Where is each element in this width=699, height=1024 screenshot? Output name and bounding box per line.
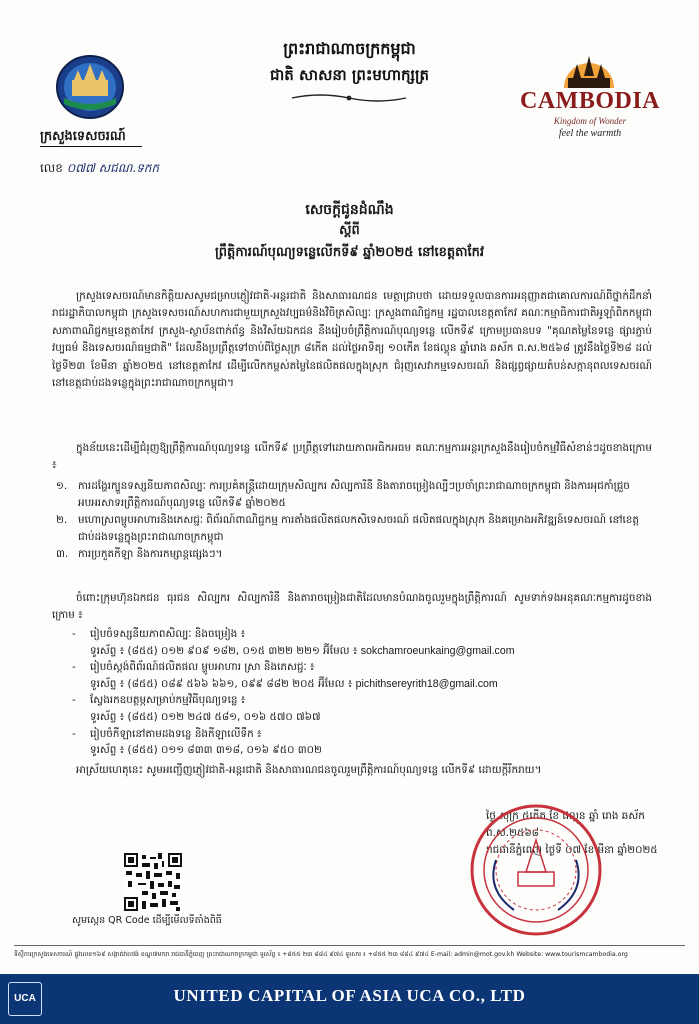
list-item: ៣. ការប្រកួតកីឡា និងការកម្សាន្តផ្សេងៗ។: [56, 548, 223, 560]
closing-paragraph: អាស្រ័យហេតុនេះ សូមអញ្ជើញភ្ញៀវជាតិ-អន្តរជាតិ និងសាធារណជនចូលរួមព្រឹត្តិការណ៍បុណ្យទន្លេ លើកទី៩ ដោយក្តីរីករាយ។: [76, 764, 542, 776]
list-item: ១. ការដង្ហែរក្បួនទស្សនីយភាពសិល្បៈ ការប្រគំតន្ត្រីដោយក្រុមសិល្បករ សិល្បការិនី និងតារាចម្រៀងល្បីៗប្រចាំព្រះរាជាណាចក្រកម្ពុជា និងការអុជកាំជ្រួចអបអរសាទរព្រឹត្តិការណ៍បុណ្យទន្លេ លើកទី៩ ឆ្នាំ២០២៥: [56, 480, 630, 509]
contact-list: - រៀបចំទស្សនីយភាពសិល្បៈ និងចម្រៀង ៖ ទូរស័ព្ទ ៖ (៨៥៥) ០១២ ៩០៩ ១៨២, ០១៥ ៣២២ ២២១ អ៊ីមែល ៖ sokchamroeunkaing@gmail.com - រៀបចំស្តង់ពិព័រណ៍ផលិតផល ម្ហូបអាហារ ស្រា និងភេសជ្ជៈ ៖ ទូរស័ព្ទ ៖ (៨៥៥) ០៨៩ ៥៦៦ ៦៦១, ០៩៩ ៨៨២ ២០៥ អ៊ីមែល ៖ pichithsereyrith18@gmail.com - ស្វែងរកឧបត្ថម្ភសម្រាប់កម្មវិធីបុណ្យទន្លេ ៖ ទូរស័ព្ទ ៖ (៨៥៥) ០១២ ២៤៧ ៥៨១, ០១៦ ៥៧០ ៧៦៧ - រៀបចំកីឡានៅតាមដងទន្លេ និងកីឡាលើទឹក ៖ ទូរស័ព្ទ ៖ (៨៥៥) ០១១ ៨៣៣ ៣១៨, ០១៦ ៩៥០ ៣០២: [72, 626, 662, 759]
motto-ornament-icon: [290, 92, 408, 104]
reference-handwritten: ០៧៧ សជណ.ទកក: [66, 161, 160, 175]
brand-name: CAMBODIA: [520, 88, 660, 114]
program-list: [56, 478, 652, 563]
lunar-date: ថ្ងៃ សុក្រ ៥កើត ខែ ផល្គុន ឆ្នាំ រោង ឆស័ក ព.ស.២៥៦៨: [486, 810, 645, 839]
cambodia-brand-logo: [512, 52, 668, 152]
list-item: ២. មហោស្រពម្ហូបអាហារនិងភេសជ្ជៈ ពិព័រណ៍ពាណិជ្ជកម្ម ការតាំងផលិតផលកសិទេសចរណ៍ ផលិតផលក្នុងស្រុក និងគម្រោងអភិវឌ្ឍន៍ទេសចរណ៍ នៅខេត្តជាប់ដងទន្លេក្នុងព្រះរាជាណាចក្រកម្ពុជា: [56, 514, 639, 543]
company-name: UNITED CAPITAL OF ASIA UCA CO., LTD: [173, 986, 526, 1005]
brand-slogan: feel the warmth: [558, 128, 622, 139]
ministry-name: ក្រសួងទេសចរណ៍: [40, 129, 126, 144]
reference-prefix: លេខ: [40, 161, 63, 175]
program-paragraph: ក្នុងន័យនេះដើម្បីជំរុញឱ្យព្រឹត្តិការណ៍បុណ្យទន្លេ លើកទី៩ ប្រព្រឹត្តទៅដោយភាពអធិកអធម គណៈកម្មការអន្តរក្រសួងនឹងរៀបចំកម្មវិធីសំខាន់ៗដូចខាងក្រោម ៖: [52, 442, 652, 472]
notice-title: សេចក្តីជូនដំណឹង: [305, 202, 394, 218]
footer-address: ទីស្តីការក្រសួងទេសចរណ៍ ផ្លូវលេខ១៦៩ សង្កាត់វាលវង់ ខណ្ឌ៧មករា រាជធានីភ្នំពេញ ព្រះរាជាណាចក្រកម្ពុជា ទូរស័ព្ទ ៖ +៨៥៥ ២៣ ៨៨៤ ៩៧៤ ទូរសារ ៖ +៨៥៥ ២៣ ៨៨៤ ៩៧៤ E-mail: admin@mot.gov.kh Website: www.tourismcambodia.org: [14, 951, 628, 958]
qr-code-icon[interactable]: [124, 853, 182, 911]
kingdom-heading: ព្រះរាជាណាចក្រកម្ពុជា: [283, 39, 416, 58]
intro-paragraph: ក្រសួងទេសចរណ៍មានកិត្តិយសសូមជម្រាបភ្ញៀវជាតិ-អន្តរជាតិ និងសាធារណជន មេត្តាជ្រាបថា ដោយទទួលបានការអនុញ្ញាតជាគោលការណ៍ពីថ្នាក់ដឹកនាំរាជរដ្ឋាភិបាលកម្ពុជា ក្រសួងទេសចរណ៍សហការជាមួយក្រសួងវប្បធម៌និងវិចិត្រសិល្បៈ ក្រសួងពាណិជ្ជកម្ម រដ្ឋបាលខេត្តតាកែវ គណៈកម្មាធិការជាតិអូឡាំពិកកម្ពុជា សភាពាណិជ្ជកម្មខេត្តតាកែវ ក្រសួង-ស្ថាប័នពាក់ព័ន្ធ និងវិស័យឯកជន នឹងរៀបចំព្រឹត្តិការណ៍បុណ្យទន្លេ លើកទី៩ ក្រោមប្រធានបទ "គុណតម្លៃនៃទន្លេ ផ្សារភ្ជាប់វប្បធម៌ និងទេសចរណ៍ធម្មជាតិ" ដែលនឹងប្រព្រឹត្តទៅចាប់ពីថ្ងៃសុក្រ ៨កើត ដល់ថ្ងៃអាទិត្យ ១០កើត ខែផល្គុន ឆ្នាំរោង ឆស័ក ព.ស.២៥៦៨ ត្រូវនឹងថ្ងៃទី២៨ ដល់ថ្ងៃទី២៣ ខែមីនា ឆ្នាំ២០២៥ នៅខេត្តតាកែវ ដើម្បីលើកកម្ពស់តម្លៃនៃផលិតផលក្នុងស្រុក ជំរុញសេវាកម្មទេសចរណ៍ និងផ្សព្វផ្សាយតំបន់សក្តានុពលទេសចរណ៍ នៅខេត្តជាប់ដងទន្លេក្នុងព្រះរាជាណាចក្រកម្ពុជា។: [52, 290, 652, 390]
contact-email[interactable]: sokchamroeunkaing@gmail.com: [360, 644, 515, 657]
contact-item: - រៀបចំទស្សនីយភាពសិល្បៈ និងចម្រៀង ៖: [72, 628, 246, 640]
brand-tagline: Kingdom of Wonder: [553, 116, 627, 126]
official-stamp-icon: [466, 800, 606, 940]
national-motto: ជាតិ សាសនា ព្រះមហាក្សត្រ: [270, 66, 429, 84]
contact-paragraph: ចំពោះក្រុមហ៊ុនឯកជន ធុរជន សិល្បករ សិល្បការិនី និងតារាចម្រៀងជាតិដែលមានបំណងចូលរួមក្នុងព្រឹត្តិការណ៍ សូមទាក់ទងអនុគណៈកម្មការដូចខាងក្រោម ៖: [52, 592, 652, 622]
contact-item: - រៀបចំកីឡានៅតាមដងទន្លេ និងកីឡាលើទឹក ៖: [72, 727, 262, 740]
footer-divider: [14, 945, 685, 946]
contact-email[interactable]: pichithsereyrith18@gmail.com: [355, 677, 498, 690]
reference-number: [40, 160, 159, 178]
uca-logo: UCA: [8, 982, 42, 1016]
qr-caption: សូមស្កេន QR Code ដើម្បីមើលទីតាំងពិធី: [72, 915, 222, 926]
solar-date: រាជធានីភ្នំពេញ ថ្ងៃទី ០៧ ខែ មីនា ឆ្នាំ២០២៥: [486, 844, 658, 856]
notice-subject-label: ស្តីពី: [339, 223, 360, 238]
contact-item: - រៀបចំស្តង់ពិព័រណ៍ផលិតផល ម្ហូបអាហារ ស្រា និងភេសជ្ជៈ ៖: [72, 661, 315, 674]
contact-item: - ស្វែងរកឧបត្ថម្ភសម្រាប់កម្មវិធីបុណ្យទន្លេ ៖: [72, 694, 246, 707]
ministry-underline: [40, 146, 142, 147]
notice-subject: ព្រឹត្តិការណ៍បុណ្យទន្លេលើកទី៩ ឆ្នាំ២០២៥ នៅខេត្តតាកែវ: [214, 245, 485, 260]
angkor-sunrise-icon: [560, 52, 618, 90]
